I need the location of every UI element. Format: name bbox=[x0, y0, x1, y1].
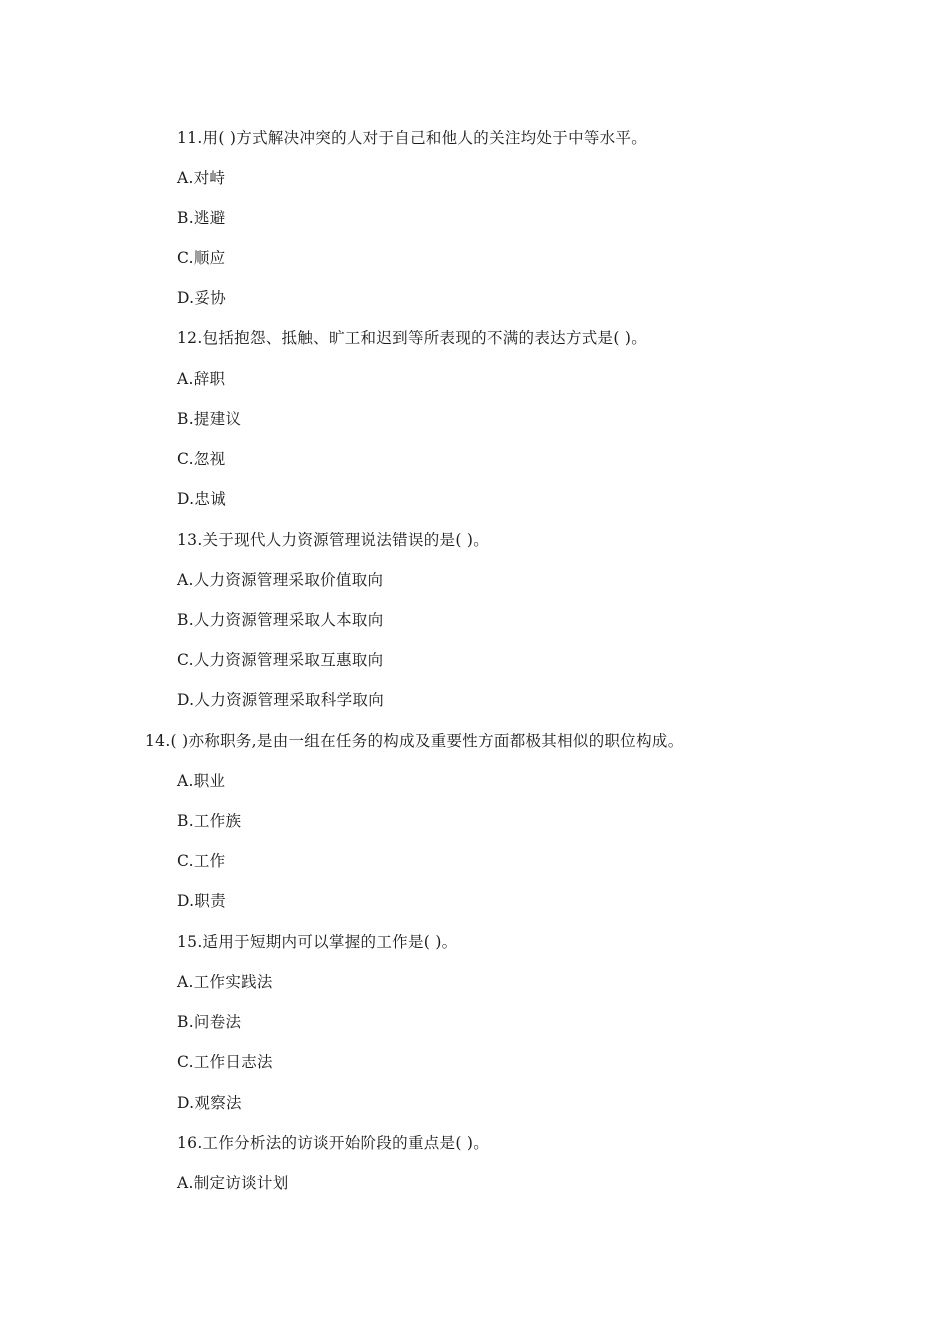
question-12-option-c: C.忽视 bbox=[177, 450, 226, 468]
question-14-option-b: B.工作族 bbox=[177, 812, 242, 830]
question-15-option-a: A.工作实践法 bbox=[177, 973, 273, 991]
question-13-option-b: B.人力资源管理采取人本取向 bbox=[177, 611, 384, 629]
question-11-option-c: C.顺应 bbox=[177, 249, 226, 267]
question-12-option-b: B.提建议 bbox=[177, 410, 242, 428]
question-13-option-c: C.人力资源管理采取互惠取向 bbox=[177, 651, 384, 669]
question-15-option-c: C.工作日志法 bbox=[177, 1053, 273, 1071]
question-14-option-d: D.职责 bbox=[177, 892, 227, 910]
question-15-stem: 15.适用于短期内可以掌握的工作是( )。 bbox=[177, 933, 458, 951]
question-12-option-a: A.辞职 bbox=[177, 370, 226, 388]
question-12-stem: 12.包括抱怨、抵触、旷工和迟到等所表现的不满的表达方式是( )。 bbox=[177, 329, 648, 347]
question-11-stem: 11.用( )方式解决冲突的人对于自己和他人的关注均处于中等水平。 bbox=[177, 129, 648, 147]
question-11-option-d: D.妥协 bbox=[177, 289, 227, 307]
question-11-option-a: A.对峙 bbox=[177, 169, 226, 187]
question-15-option-b: B.问卷法 bbox=[177, 1013, 242, 1031]
question-13-stem: 13.关于现代人力资源管理说法错误的是( )。 bbox=[177, 531, 490, 549]
question-14-option-a: A.职业 bbox=[177, 772, 226, 790]
question-11-option-b: B.逃避 bbox=[177, 209, 226, 227]
question-14-stem: 14.( )亦称职务,是由一组在任务的构成及重要性方面都极其相似的职位构成。 bbox=[145, 732, 684, 750]
question-13-option-d: D.人力资源管理采取科学取向 bbox=[177, 691, 385, 709]
question-14-option-c: C.工作 bbox=[177, 852, 226, 870]
question-16-stem: 16.工作分析法的访谈开始阶段的重点是( )。 bbox=[177, 1134, 490, 1152]
question-12-option-d: D.忠诚 bbox=[177, 490, 227, 508]
question-13-option-a: A.人力资源管理采取价值取向 bbox=[177, 571, 384, 589]
question-15-option-d: D.观察法 bbox=[177, 1094, 242, 1112]
question-16-option-a: A.制定访谈计划 bbox=[177, 1174, 289, 1192]
